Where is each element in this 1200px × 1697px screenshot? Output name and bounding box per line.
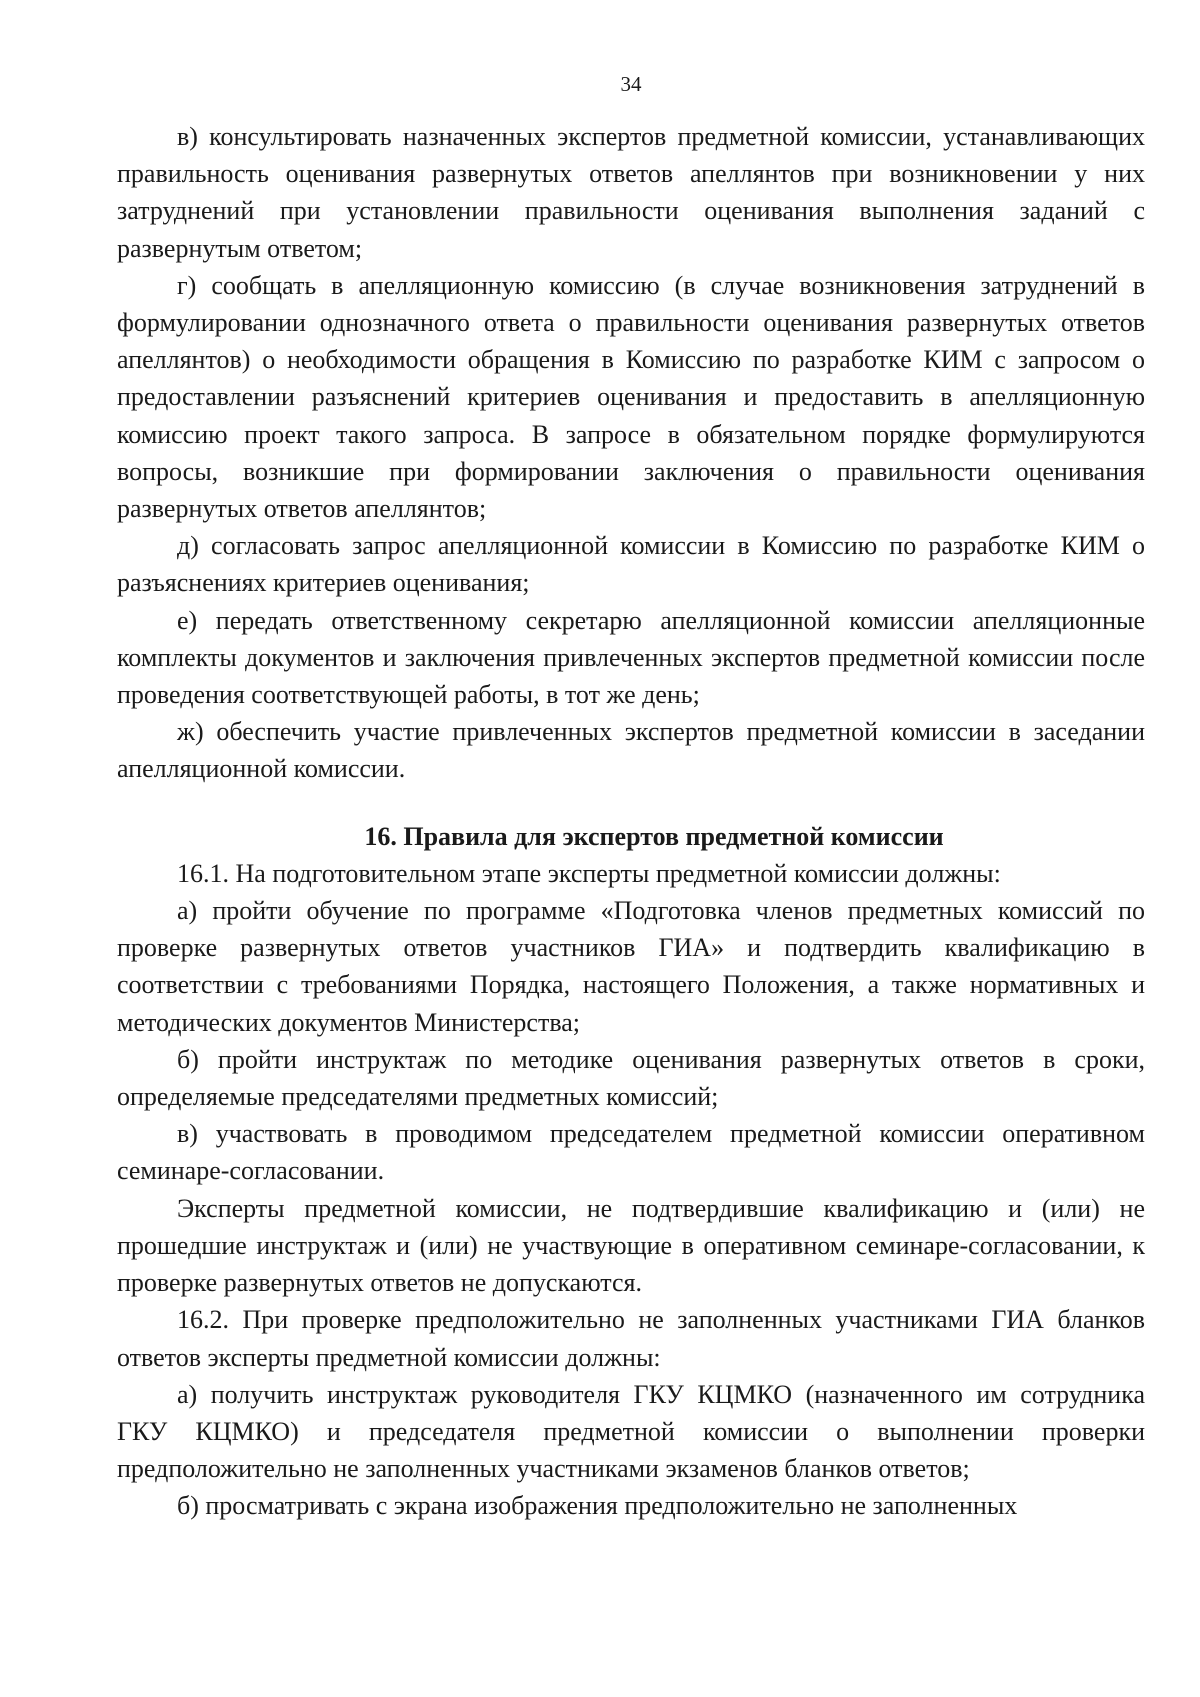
paragraph-item-v2: в) участвовать в проводимом председателем предметной комиссии оперативном семинаре-согласовании. [117,1119,1145,1186]
paragraph-item-d: д) согласовать запрос апелляционной комиссии в Комиссию по разработке КИМ о разъяснениях критериев оценивания; [117,531,1145,598]
paragraph-16-2: 16.2. При проверке предположительно не заполненных участниками ГИА бланков ответов эксперты предметной комиссии должны: [117,1305,1145,1372]
paragraph-16-1: 16.1. На подготовительном этапе эксперты предметной комиссии должны: [177,858,1001,888]
paragraph-item-zh: ж) обеспечить участие привлеченных экспертов предметной комиссии в заседании апелляционной комиссии. [117,717,1145,784]
paragraph-item-g: г) сообщать в апелляционную комиссию (в случае возникновения затруднений в формулировании однозначного ответа о правильности оценивания развернутых ответов апеллянтов) о необходимости обращения в Комиссию по разработке КИМ с запросом о предоставлении разъяснений критериев оценивания и предоставить в апелляционную комиссию проект такого запроса. В запросе в обязательном порядке формулируются вопросы, возникшие при формировании заключения о правильности оценивания развернутых ответов апеллянтов; [117,270,1145,524]
paragraph-item-a2: а) получить инструктаж руководителя ГКУ КЦМКО (назначенного им сотрудника ГКУ КЦМКО) и председателя предметной комиссии о выполнении проверки предположительно не заполненных участниками экзаменов бланков ответов; [117,1379,1145,1484]
paragraph-item-e: е) передать ответственному секретарю апелляционной комиссии апелляционные комплекты документов и заключения привлеченных экспертов предметной комиссии после проведения соответствующей работы, в тот же день; [117,605,1145,710]
section-heading: 16. Правила для экспертов предметной комиссии [364,821,944,851]
document-body [117,118,1145,1525]
page-number: 34 [620,72,642,96]
paragraph-item-b2: б) просматривать с экрана изображения предположительно не заполненных [177,1491,1018,1521]
paragraph-item-b: б) пройти инструктаж по методике оценивания развернутых ответов в сроки, определяемые председателями предметных комиссий; [117,1044,1145,1112]
paragraph-experts-note: Эксперты предметной комиссии, не подтвердившие квалификацию и (или) не прошедшие инструктаж и (или) не участвующие в оперативном семинаре-согласовании, к проверке развернутых ответов не допускаются. [117,1193,1145,1298]
paragraph-item-v: в) консультировать назначенных экспертов предметной комиссии, устанавливающих правильность оценивания развернутых ответов апеллянтов при возникновении у них затруднений при установлении правильности оценивания выполнения заданий с развернутым ответом; [117,122,1145,263]
paragraph-item-a: а) пройти обучение по программе «Подготовка членов предметных комиссий по проверке развернутых ответов участников ГИА» и подтвердить квалификацию в соответствии с требованиями Порядка, настоящего Положения, а также нормативных и методических документов Министерства; [117,896,1145,1037]
